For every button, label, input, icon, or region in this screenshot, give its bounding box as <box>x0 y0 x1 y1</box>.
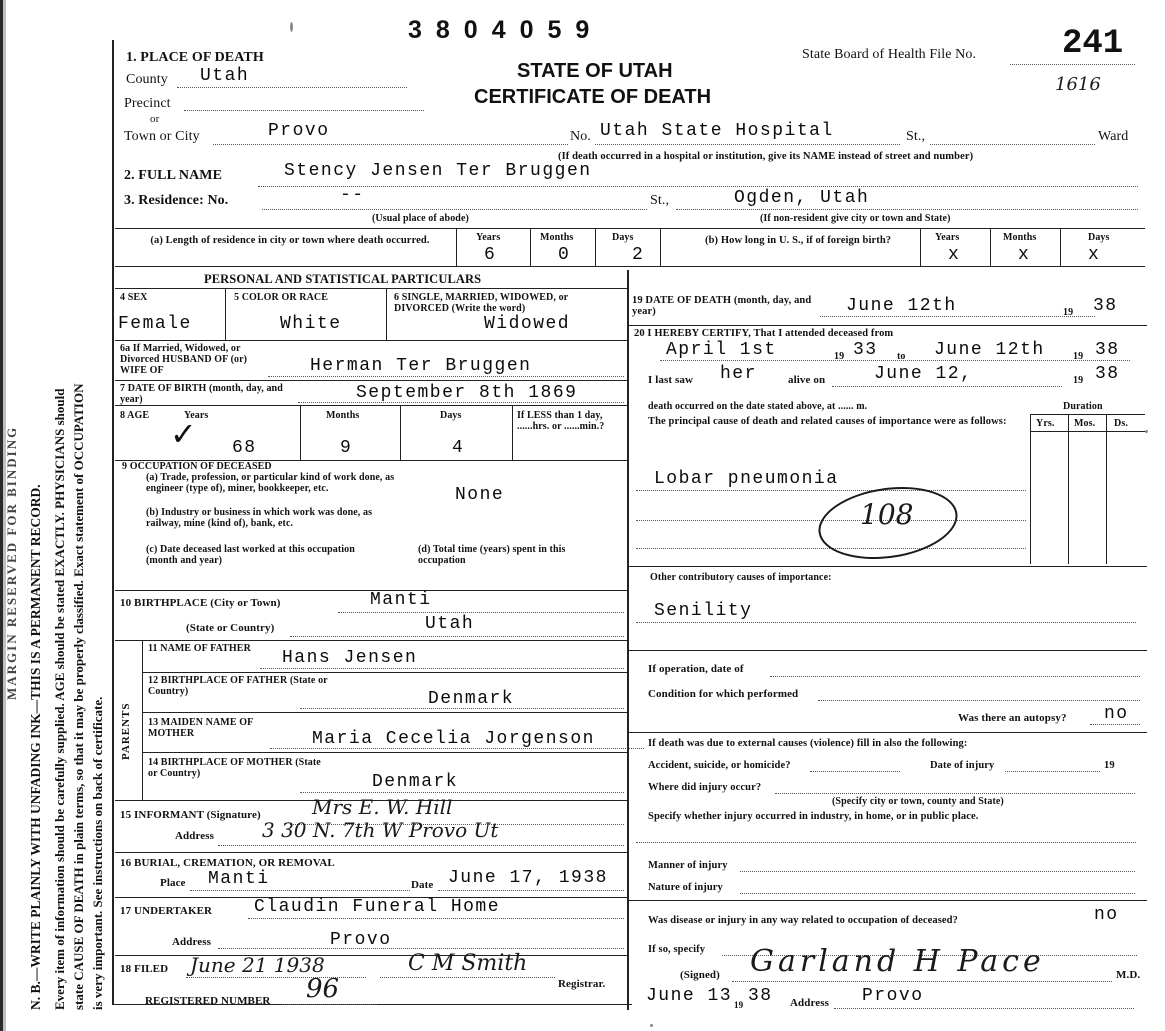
occupation-value: None <box>455 485 505 505</box>
residence-months: 0 <box>558 245 571 265</box>
residence-street-label: St., <box>650 193 670 208</box>
birthplace-city: Manti <box>370 590 432 610</box>
mother-label: 13 MAIDEN NAME OF MOTHER <box>148 717 253 739</box>
occupation-a-label: (a) Trade, profession, or particular kind of work done, as engineer (type of), miner, bookkeeper, etc. <box>146 472 395 494</box>
last-year: 38 <box>1095 364 1120 384</box>
where-label: Where did injury occur? <box>648 782 762 793</box>
us-years-label: Years <box>935 232 960 243</box>
where-note: (Specify city or town, county and State) <box>832 796 1004 807</box>
age-less-label: If LESS than 1 day, ......hrs. or ......min.? <box>517 410 605 432</box>
ds-label: Ds. <box>1114 418 1128 429</box>
us-years: x <box>948 245 961 265</box>
last-saw-pronoun: her <box>720 364 757 384</box>
scan-speck <box>650 1024 653 1027</box>
registered-number: 96 <box>306 974 340 1004</box>
last-saw-label: I last saw <box>648 374 694 386</box>
dod-label: 19 DATE OF DEATH (month, day, and year) <box>632 295 812 317</box>
state-file-label: State Board of Health File No. <box>802 47 977 62</box>
institution-value: Utah State Hospital <box>600 121 834 141</box>
parents-label: PARENTS <box>120 702 132 760</box>
years-label: Years <box>476 232 501 243</box>
dob-label: 7 DATE OF BIRTH (month, day, and year) <box>120 383 283 405</box>
to-year: 38 <box>1095 340 1120 360</box>
dob-value: September 8th 1869 <box>356 383 578 403</box>
precinct-label: Precinct <box>124 96 171 111</box>
spouse-label: 6a If Married, Widowed, or Divorced HUSBAND OF (or) WIFE OF <box>120 343 248 376</box>
external-causes-label: If death was due to external causes (violence) fill in also the following: <box>648 738 968 749</box>
to-label: to <box>897 351 906 362</box>
burial-label: 16 BURIAL, CREMATION, OR REMOVAL <box>120 857 335 869</box>
other-causes-label: Other contributory causes of importance: <box>650 572 832 583</box>
burial-place: Manti <box>208 869 270 889</box>
street-label: St., <box>906 129 926 144</box>
occupation-b-label: (b) Industry or business in which work was done, as railway, mine (kind of), bank, etc. <box>146 507 373 529</box>
injury-date-label: Date of injury <box>930 760 995 771</box>
informant-address: 3 30 N. 7th W Provo Ut <box>262 818 499 842</box>
certificate-number: 3804059 <box>408 16 604 44</box>
undertaker-address-label: Address <box>172 936 212 948</box>
autopsy-value: no <box>1104 704 1129 724</box>
nonresident-note: (If non-resident give city or town and State) <box>760 213 951 224</box>
disease-value: no <box>1094 905 1119 925</box>
months-label: Months <box>540 232 574 243</box>
place-of-death-label: 1. PLACE OF DEATH <box>126 50 264 65</box>
occupation-c-label: (c) Date deceased last worked at this occupation (month and year) <box>146 544 355 566</box>
to-year-prefix: 19 <box>1073 351 1084 362</box>
birthplace-label: 10 BIRTHPLACE (City or Town) <box>120 597 281 609</box>
dod-year-prefix: 19 <box>1063 307 1074 318</box>
age-months-label: Months <box>326 410 360 421</box>
age-days-label: Days <box>440 410 462 421</box>
sign-year: 38 <box>748 986 773 1006</box>
ward-label: Ward <box>1098 129 1129 144</box>
autopsy-label: Was there an autopsy? <box>958 712 1067 724</box>
side-instructions-4: is very important. See instructions on back of certificate. <box>90 696 105 1010</box>
residence-days: 2 <box>632 245 645 265</box>
age-check-mark: ✓ <box>170 415 197 453</box>
attended-to: June 12th <box>934 340 1045 360</box>
mother-value: Maria Cecelia Jorgenson <box>312 729 595 749</box>
marital-value: Widowed <box>484 314 571 334</box>
duration-label: Duration <box>1063 401 1103 412</box>
operation-label: If operation, date of <box>648 663 744 675</box>
manner-label: Manner of injury <box>648 860 728 871</box>
dod-value: June 12th <box>846 296 957 316</box>
residence-city: Ogden, Utah <box>734 188 870 208</box>
registered-number-label: REGISTERED NUMBER <box>145 995 271 1007</box>
color-label: 5 COLOR OR RACE <box>234 292 329 303</box>
birthplace-state: Utah <box>425 614 475 634</box>
yrs-label: Yrs. <box>1036 418 1055 429</box>
margin-reserved-text: MARGIN RESERVED FOR BINDING <box>4 425 19 700</box>
sign-address-label: Address <box>790 997 830 1009</box>
us-days: x <box>1088 245 1101 265</box>
nature-label: Nature of injury <box>648 882 723 893</box>
physician-signature: Garland H Pace <box>750 944 1045 979</box>
filed-label: 18 FILED <box>120 963 169 975</box>
burial-date: June 17, 1938 <box>448 868 608 888</box>
md-label: M.D. <box>1116 969 1141 981</box>
number-label: No. <box>570 129 591 144</box>
registrar-label: Registrar. <box>558 978 606 990</box>
father-label: 11 NAME OF FATHER <box>148 643 251 654</box>
informant-address-label: Address <box>175 830 215 842</box>
cause-value: Lobar pneumonia <box>654 469 839 489</box>
mother-birthplace: Denmark <box>372 772 459 792</box>
dod-year: 38 <box>1093 296 1118 316</box>
us-months-label: Months <box>1003 232 1037 243</box>
mos-label: Mos. <box>1074 418 1096 429</box>
sex-value: Female <box>118 314 192 334</box>
sign-year-prefix: 19 <box>734 1000 744 1010</box>
us-months: x <box>1018 245 1031 265</box>
other-causes-value: Senility <box>654 601 753 621</box>
disease-label: Was disease or injury in any way related to occupation of deceased? <box>648 915 958 926</box>
town-label: Town or City <box>124 129 200 144</box>
undertaker-label: 17 UNDERTAKER <box>120 905 213 917</box>
filed-date: June 21 1938 <box>190 953 325 977</box>
full-name-value: Stency Jensen Ter Bruggen <box>284 161 592 181</box>
scan-speck <box>290 22 293 32</box>
town-value: Provo <box>268 121 330 141</box>
color-value: White <box>280 314 342 334</box>
undertaker-address: Provo <box>330 930 392 950</box>
cause-label: The principal cause of death and related causes of importance were as follows: <box>648 416 1007 427</box>
sex-label: 4 SEX <box>120 292 148 303</box>
alive-on-label: alive on <box>788 374 826 386</box>
usual-abode-note: (Usual place of abode) <box>372 213 469 224</box>
death-occurred-label: death occurred on the date stated above, at ...... m. <box>648 401 868 412</box>
handwritten-reference: 1616 <box>1055 74 1101 95</box>
us-residence-label: (b) How long in U. S., if of foreign birth? <box>705 235 892 246</box>
state-file-number: 241 <box>1062 25 1124 63</box>
certify-label: 20 I HEREBY CERTIFY, That I attended deceased from <box>634 328 894 339</box>
scan-speck <box>1145 430 1148 433</box>
cause-code: 108 <box>860 498 914 531</box>
condition-label: Condition for which performed <box>648 688 799 700</box>
side-instructions-2: Every item of information should be carefully supplied. AGE should be stated EXACTLY. PHYSICIANS should <box>52 388 67 1010</box>
occupation-label: 9 OCCUPATION OF DECEASED <box>122 461 272 472</box>
residence-number: -- <box>340 185 365 205</box>
informant-signature: Mrs E. W. Hill <box>312 795 453 819</box>
mother-birthplace-label: 14 BIRTHPLACE OF MOTHER (State or Country) <box>148 757 321 779</box>
personal-heading: PERSONAL AND STATISTICAL PARTICULARS <box>204 272 482 286</box>
if-so-label: If so, specify <box>648 944 706 955</box>
attended-from: April 1st <box>666 340 777 360</box>
or-label: or <box>150 113 160 125</box>
occupation-d-label: (d) Total time (years) spent in this occupation <box>418 544 566 566</box>
signed-label: (Signed) <box>680 969 720 981</box>
side-instructions-3: state CAUSE OF DEATH in plain terms, so that it may be properly classified. Exact statement of OCCUPATION <box>71 383 86 1010</box>
us-days-label: Days <box>1088 232 1110 243</box>
father-value: Hans Jensen <box>282 648 418 668</box>
last-saw-date: June 12, <box>874 364 973 384</box>
length-residence-label: (a) Length of residence in city or town where death occurred. <box>150 235 430 246</box>
injury-year-prefix: 19 <box>1104 760 1115 771</box>
father-birthplace: Denmark <box>428 689 515 709</box>
spouse-value: Herman Ter Bruggen <box>310 356 532 376</box>
age-days: 4 <box>452 438 465 458</box>
father-birthplace-label: 12 BIRTHPLACE OF FATHER (State or Country) <box>148 675 328 697</box>
marital-label: 6 SINGLE, MARRIED, WIDOWED, or DIVORCED (Write the word) <box>394 292 569 314</box>
sign-date: June 13 <box>646 986 733 1006</box>
full-name-label: 2. FULL NAME <box>124 168 223 183</box>
county-label: County <box>126 72 168 87</box>
last-year-prefix: 19 <box>1073 375 1084 386</box>
undertaker-value: Claudin Funeral Home <box>254 897 501 917</box>
birthplace-state-label: (State or Country) <box>186 622 275 634</box>
burial-place-label: Place <box>160 877 186 889</box>
county-value: Utah <box>200 66 250 86</box>
residence-years: 6 <box>484 245 497 265</box>
from-year: 33 <box>853 340 878 360</box>
specify-label: Specify whether injury occurred in industry, in home, or in public place. <box>648 811 979 822</box>
informant-label: 15 INFORMANT (Signature) <box>120 809 261 821</box>
burial-date-label: Date <box>411 879 434 891</box>
sign-address: Provo <box>862 986 924 1006</box>
certificate-title: CERTIFICATE OF DEATH <box>474 86 712 108</box>
side-instructions-1: N. B.—WRITE PLAINLY WITH UNFADING INK—THIS IS A PERMANENT RECORD. <box>28 484 43 1010</box>
accident-label: Accident, suicide, or homicide? <box>648 760 791 771</box>
registrar-signature: C M Smith <box>408 951 528 976</box>
age-label: 8 AGE <box>120 410 150 421</box>
residence-label: 3. Residence: No. <box>124 193 229 208</box>
age-months: 9 <box>340 438 353 458</box>
state-title: STATE OF UTAH <box>517 60 673 82</box>
age-years-label: Years <box>184 410 209 421</box>
from-year-prefix: 19 <box>834 351 845 362</box>
days-label: Days <box>612 232 634 243</box>
place-note: (If death occurred in a hospital or institution, give its NAME instead of street and number) <box>558 151 974 162</box>
age-years: 68 <box>232 438 257 458</box>
